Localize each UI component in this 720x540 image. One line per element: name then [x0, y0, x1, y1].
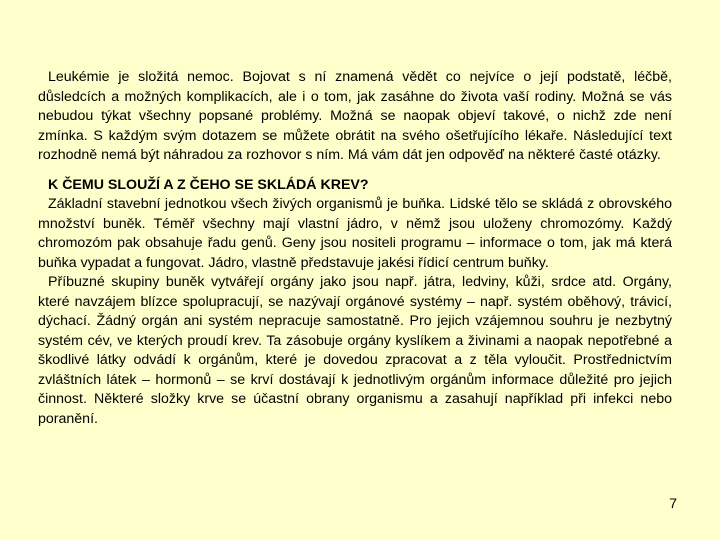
section-heading: K ČEMU SLOUŽÍ A Z ČEHO SE SKLÁDÁ KREV?	[48, 176, 369, 193]
page-number: 7	[669, 495, 677, 511]
body-paragraph-organs: Příbuzné skupiny buněk vytvářejí orgány jako jsou např. játra, ledviny, kůži, srdce atd. Orgány, které navzájem blízce spolupracují, se nazývají orgánové systémy – např. systém oběhový, trávicí, dýchací. Žádný orgán ani systém nepracuje samostatně. Pro jejich vzájemnou souhru je nezbytný systém cév, ve kterých proudí krev. Ta zásobuje orgány kyslíkem a živinami a naopak nepotřebné a škodlivé látky odvádí k orgánům, které je dovedou zpracovat a z těla vyloučit. Prostřednictvím zvláštních látek – hormonů – se krví dostávají k jednotlivým orgánům informace důležité pro jejich činnost. Některé složky krve se účastní obrany organismu a zasahují například při infekci nebo poranění.	[38, 274, 672, 427]
document-body	[38, 68, 672, 429]
intro-paragraph: Leukémie je složitá nemoc. Bojovat s ní znamená vědět co nejvíce o její podstatě, léčbě, důsledcích a možných komplikacích, ale i o tom, jak zasáhne do života vaší rodiny. Možná se vás nebudou týkat všechny popsané problémy. Možná se naopak objeví takové, o nichž zde není zmínka. S každým svým dotazem se můžete obrátit na svého ošetřujícího lékaře. Následující text rozhodně nemá být náhradou za rozhovor s ním. Má vám dát jen odpověď na některé časté otázky.	[38, 69, 672, 163]
body-paragraph-cells: Základní stavební jednotkou všech živých organismů je buňka. Lidské tělo se skládá z obrovského množství buněk. Téměř všechny mají vlastní jádro, v němž jsou uloženy chromozómy. Každý chromozóm pak obsahuje řadu genů. Geny jsou nositeli programu – informace o tom, jak má která buňka vypadat a fungovat. Jádro, vlastně představuje jakési řídicí centrum buňky.	[38, 196, 672, 271]
